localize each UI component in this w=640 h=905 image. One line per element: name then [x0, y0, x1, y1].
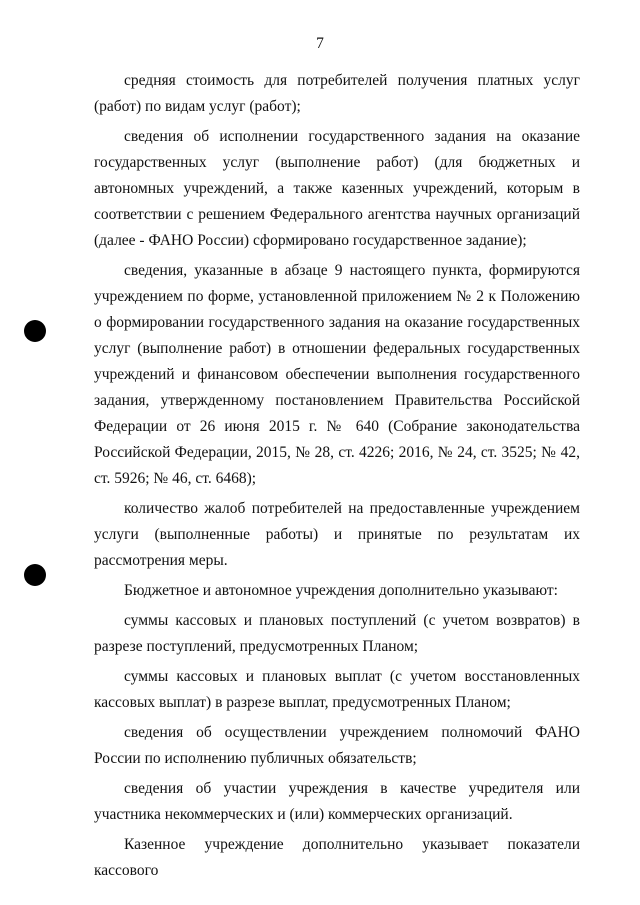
page-number: 7	[316, 35, 324, 52]
paragraph-payments-sums: суммы кассовых и плановых выплат (с учетом восстановленных кассовых выплат) в разрезе выплат, предусмотренных Планом;	[94, 668, 580, 711]
paragraph-budget-autonomous-intro: Бюджетное и автономное учреждения дополнительно указывают:	[124, 582, 558, 599]
paragraph-state-assignment-info: сведения об исполнении государственного задания на оказание государственных услуг (выполнение работ) (для бюджетных и автономных учреждений, а также казенных учреждений, которым в соответствии с решением Федерального агентства научных организаций (далее - ФАНО России) сформировано государственное задание);	[94, 128, 580, 249]
document-body	[94, 68, 580, 888]
binder-hole-mark	[24, 320, 46, 342]
paragraph-average-cost: средняя стоимость для потребителей получения платных услуг (работ) по видам услуг (работ);	[94, 72, 580, 115]
paragraph-public-obligations: сведения об осуществлении учреждением полномочий ФАНО России по исполнению публичных обязательств;	[94, 724, 580, 767]
paragraph-form-reference: сведения, указанные в абзаце 9 настоящего пункта, формируются учреждением по форме, установленной приложением № 2 к Положению о формировании государственного задания на оказание государственных услуг (выполнение работ) в отношении федеральных государственных учреждений и финансовом обеспечении выполнения государственного задания, утвержденному постановлением Правительства Российской Федерации от 26 июня 2015 г. № 640 (Собрание законодательства Российской Федерации, 2015, № 28, ст. 4226; 2016, № 24, ст. 3525; № 42, ст. 5926; № 46, ст. 6468);	[94, 262, 580, 487]
paragraph-receipts-sums: суммы кассовых и плановых поступлений (с учетом возвратов) в разрезе поступлений, предусмотренных Планом;	[94, 612, 580, 655]
paragraph-government-institution: Казенное учреждение дополнительно указывает показатели кассового	[94, 836, 580, 879]
binder-hole-mark	[24, 564, 46, 586]
paragraph-complaints-count: количество жалоб потребителей на предоставленные учреждением услуги (выполненные работы) и принятые по результатам их рассмотрения меры.	[94, 500, 580, 569]
paragraph-founder-participation: сведения об участии учреждения в качестве учредителя или участника некоммерческих и (или) коммерческих организаций.	[94, 780, 580, 823]
